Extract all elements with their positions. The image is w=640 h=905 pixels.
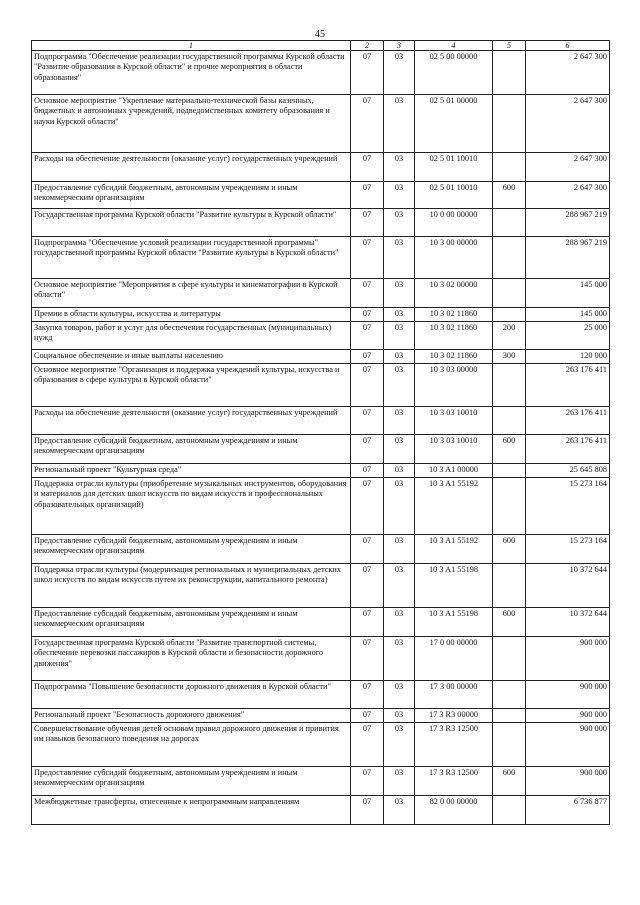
expense-type-cell [493, 796, 526, 825]
section-code-cell: 07 [351, 464, 384, 478]
subsection-code-cell: 03 [384, 51, 415, 95]
table-row [32, 796, 610, 825]
target-article-cell: 10 3 02 11860 [415, 322, 493, 350]
amount-cell: 900 000 [526, 681, 610, 709]
subsection-code-cell: 03 [384, 182, 415, 209]
section-code-cell: 07 [351, 709, 384, 723]
section-code-cell: 07 [351, 51, 384, 95]
section-code-cell: 07 [351, 637, 384, 681]
amount-cell: 900 000 [526, 723, 610, 767]
target-article-cell: 10 3 03 00000 [415, 364, 493, 407]
expense-type-cell [493, 407, 526, 435]
target-article-cell: 10 3 02 00000 [415, 279, 493, 308]
amount-cell: 145 000 [526, 279, 610, 308]
expense-type-cell [493, 51, 526, 95]
expense-type-cell [493, 237, 526, 279]
expense-type-cell [493, 478, 526, 535]
row-name-cell: Основное мероприятие "Мероприятия в сфере культуры и кинематографии в Курской области" [32, 279, 351, 308]
amount-cell: 2 647 300 [526, 95, 610, 153]
column-header: 2 [351, 41, 384, 51]
row-name-cell: Расходы на обеспечение деятельности (оказание услуг) государственных учреждений [32, 153, 351, 182]
expense-type-cell: 600 [493, 608, 526, 637]
target-article-cell: 10 3 A1 55192 [415, 478, 493, 535]
row-name-cell: Расходы на обеспечение деятельности (оказание услуг) государственных учреждений [32, 407, 351, 435]
row-name-cell: Региональный проект "Культурная среда" [32, 464, 351, 478]
subsection-code-cell: 03 [384, 407, 415, 435]
target-article-cell: 10 3 02 11860 [415, 308, 493, 322]
table-row [32, 95, 610, 153]
expense-type-cell: 300 [493, 350, 526, 364]
row-name-cell: Государственная программа Курской области "Развитие транспортной системы, обеспечение перевозки пассажиров в Курской области и безопасности дорожного движения" [32, 637, 351, 681]
target-article-cell: 10 3 03 10010 [415, 435, 493, 464]
subsection-code-cell: 03 [384, 95, 415, 153]
amount-cell: 145 000 [526, 308, 610, 322]
target-article-cell: 17 0 00 00000 [415, 637, 493, 681]
amount-cell: 900 000 [526, 637, 610, 681]
target-article-cell: 10 3 A1 55198 [415, 608, 493, 637]
row-name-cell: Межбюджетные трансферты, отнесенные к непрограммным направлениям [32, 796, 351, 825]
target-article-cell: 17 3 00 00000 [415, 681, 493, 709]
expense-type-cell: 600 [493, 535, 526, 564]
row-name-cell: Предоставление субсидий бюджетным, автономным учреждениям и иным некоммерческим организациям [32, 435, 351, 464]
subsection-code-cell: 03 [384, 564, 415, 608]
row-name-cell: Государственная программа Курской области "Развитие культуры в Курской области" [32, 209, 351, 237]
column-header: 5 [493, 41, 526, 51]
table-row [32, 723, 610, 767]
subsection-code-cell: 03 [384, 723, 415, 767]
table-row [32, 350, 610, 364]
target-article-cell: 10 3 03 10010 [415, 407, 493, 435]
target-article-cell: 17 3 R3 00000 [415, 709, 493, 723]
expense-type-cell [493, 464, 526, 478]
expense-type-cell [493, 709, 526, 723]
expense-type-cell: 600 [493, 767, 526, 796]
section-code-cell: 07 [351, 435, 384, 464]
subsection-code-cell: 03 [384, 478, 415, 535]
subsection-code-cell: 03 [384, 796, 415, 825]
target-article-cell: 02 5 01 10010 [415, 182, 493, 209]
amount-cell: 288 967 219 [526, 209, 610, 237]
subsection-code-cell: 03 [384, 435, 415, 464]
target-article-cell: 10 3 02 11860 [415, 350, 493, 364]
amount-cell: 263 176 411 [526, 407, 610, 435]
row-name-cell: Основное мероприятие "Организация и поддержка учреждений культуры, искусства и образования в сфере культуры в Курской области" [32, 364, 351, 407]
section-code-cell: 07 [351, 279, 384, 308]
row-name-cell: Подпрограмма "Обеспечение условий реализации государственной программы" государственной программы Курской области "Развитие культуры в Курской области" [32, 237, 351, 279]
table-row [32, 681, 610, 709]
expense-type-cell [493, 637, 526, 681]
column-header: 3 [384, 41, 415, 51]
table-row [32, 322, 610, 350]
table-row [32, 564, 610, 608]
row-name-cell: Региональный проект "Безопасность дорожного движения" [32, 709, 351, 723]
subsection-code-cell: 03 [384, 308, 415, 322]
expense-type-cell [493, 308, 526, 322]
subsection-code-cell: 03 [384, 767, 415, 796]
table-row [32, 637, 610, 681]
section-code-cell: 07 [351, 796, 384, 825]
subsection-code-cell: 03 [384, 535, 415, 564]
section-code-cell: 07 [351, 564, 384, 608]
amount-cell: 25 645 808 [526, 464, 610, 478]
expense-type-cell [493, 279, 526, 308]
subsection-code-cell: 03 [384, 153, 415, 182]
table-row [32, 237, 610, 279]
amount-cell: 2 647 300 [526, 153, 610, 182]
amount-cell: 900 000 [526, 709, 610, 723]
section-code-cell: 07 [351, 322, 384, 350]
expense-type-cell [493, 723, 526, 767]
table-row [32, 407, 610, 435]
amount-cell: 6 736 877 [526, 796, 610, 825]
table-row [32, 535, 610, 564]
section-code-cell: 07 [351, 209, 384, 237]
table-row [32, 279, 610, 308]
expense-type-cell [493, 153, 526, 182]
column-header: 6 [526, 41, 610, 51]
budget-table [31, 40, 610, 825]
section-code-cell: 07 [351, 364, 384, 407]
subsection-code-cell: 03 [384, 364, 415, 407]
row-name-cell: Социальное обеспечение и иные выплаты населению [32, 350, 351, 364]
amount-cell: 25 000 [526, 322, 610, 350]
table-row [32, 182, 610, 209]
row-name-cell: Подпрограмма "Повышение безопасности дорожного движения в Курской области" [32, 681, 351, 709]
subsection-code-cell: 03 [384, 279, 415, 308]
subsection-code-cell: 03 [384, 350, 415, 364]
expense-type-cell [493, 564, 526, 608]
row-name-cell: Подпрограмма "Обеспечение реализации государственной программы Курской области "Развитие образования в Курской области" и прочие мероприятия в области образования" [32, 51, 351, 95]
table-row [32, 478, 610, 535]
target-article-cell: 82 0 00 00000 [415, 796, 493, 825]
section-code-cell: 07 [351, 478, 384, 535]
subsection-code-cell: 03 [384, 237, 415, 279]
target-article-cell: 10 3 A1 00000 [415, 464, 493, 478]
table-row [32, 308, 610, 322]
target-article-cell: 02 5 01 10010 [415, 153, 493, 182]
section-code-cell: 07 [351, 767, 384, 796]
amount-cell: 10 372 644 [526, 608, 610, 637]
table-row [32, 209, 610, 237]
expense-type-cell [493, 209, 526, 237]
row-name-cell: Поддержка отрасли культуры (приобретение музыкальных инструментов, оборудования и материалов для детских школ искусств по видам искусств и профессиональных образовательных организаций) [32, 478, 351, 535]
target-article-cell: 10 0 00 00000 [415, 209, 493, 237]
section-code-cell: 07 [351, 153, 384, 182]
section-code-cell: 07 [351, 182, 384, 209]
amount-cell: 288 967 219 [526, 237, 610, 279]
row-name-cell: Основное мероприятие "Укрепление материально-технической базы казенных, бюджетных и автономных учреждений, подведомственных комитету образования и науки Курской области" [32, 95, 351, 153]
amount-cell: 120 000 [526, 350, 610, 364]
column-header: 1 [32, 41, 351, 51]
section-code-cell: 07 [351, 723, 384, 767]
target-article-cell: 10 3 A1 55198 [415, 564, 493, 608]
amount-cell: 10 372 644 [526, 564, 610, 608]
expense-type-cell [493, 681, 526, 709]
subsection-code-cell: 03 [384, 209, 415, 237]
subsection-code-cell: 03 [384, 608, 415, 637]
table-row [32, 153, 610, 182]
row-name-cell: Предоставление субсидий бюджетным, автономным учреждениям и иным некоммерческим организациям [32, 182, 351, 209]
column-header: 4 [415, 41, 493, 51]
amount-cell: 263 176 411 [526, 435, 610, 464]
row-name-cell: Предоставление субсидий бюджетным, автономным учреждениям и иным некоммерческим организациям [32, 608, 351, 637]
table-row [32, 709, 610, 723]
table-row [32, 608, 610, 637]
section-code-cell: 07 [351, 608, 384, 637]
row-name-cell: Премии в области культуры, искусства и литературы [32, 308, 351, 322]
page-number: 45 [315, 29, 325, 40]
section-code-cell: 07 [351, 407, 384, 435]
row-name-cell: Совершенствование обучения детей основам правил дорожного движения и привития им навыков безопасного поведения на дорогах [32, 723, 351, 767]
table-row [32, 464, 610, 478]
target-article-cell: 17 3 R3 12500 [415, 767, 493, 796]
table-row [32, 767, 610, 796]
table-body [32, 51, 610, 825]
header-row [32, 41, 610, 51]
target-article-cell: 10 3 A1 55192 [415, 535, 493, 564]
expense-type-cell: 600 [493, 435, 526, 464]
subsection-code-cell: 03 [384, 681, 415, 709]
target-article-cell: 02 5 01 00000 [415, 95, 493, 153]
target-article-cell: 02 5 00 00000 [415, 51, 493, 95]
table-row [32, 51, 610, 95]
subsection-code-cell: 03 [384, 464, 415, 478]
expense-type-cell [493, 95, 526, 153]
amount-cell: 15 273 164 [526, 535, 610, 564]
section-code-cell: 07 [351, 95, 384, 153]
target-article-cell: 17 3 R3 12500 [415, 723, 493, 767]
amount-cell: 2 647 300 [526, 51, 610, 95]
target-article-cell: 10 3 00 00000 [415, 237, 493, 279]
section-code-cell: 07 [351, 350, 384, 364]
expense-type-cell [493, 364, 526, 407]
table-row [32, 435, 610, 464]
amount-cell: 900 000 [526, 767, 610, 796]
expense-type-cell: 200 [493, 322, 526, 350]
amount-cell: 263 176 411 [526, 364, 610, 407]
subsection-code-cell: 03 [384, 322, 415, 350]
section-code-cell: 07 [351, 535, 384, 564]
row-name-cell: Закупка товаров, работ и услуг для обеспечения государственных (муниципальных) нужд [32, 322, 351, 350]
section-code-cell: 07 [351, 681, 384, 709]
amount-cell: 2 647 300 [526, 182, 610, 209]
subsection-code-cell: 03 [384, 637, 415, 681]
row-name-cell: Предоставление субсидий бюджетным, автономным учреждениям и иным некоммерческим организациям [32, 535, 351, 564]
row-name-cell: Предоставление субсидий бюджетным, автономным учреждениям и иным некоммерческим организациям [32, 767, 351, 796]
subsection-code-cell: 03 [384, 709, 415, 723]
section-code-cell: 07 [351, 237, 384, 279]
section-code-cell: 07 [351, 308, 384, 322]
expense-type-cell: 600 [493, 182, 526, 209]
row-name-cell: Поддержка отрасли культуры (модернизация региональных и муниципальных детских школ искусств по видам искусств путем их реконструкции, капитального ремонта) [32, 564, 351, 608]
table-row [32, 364, 610, 407]
amount-cell: 15 273 164 [526, 478, 610, 535]
